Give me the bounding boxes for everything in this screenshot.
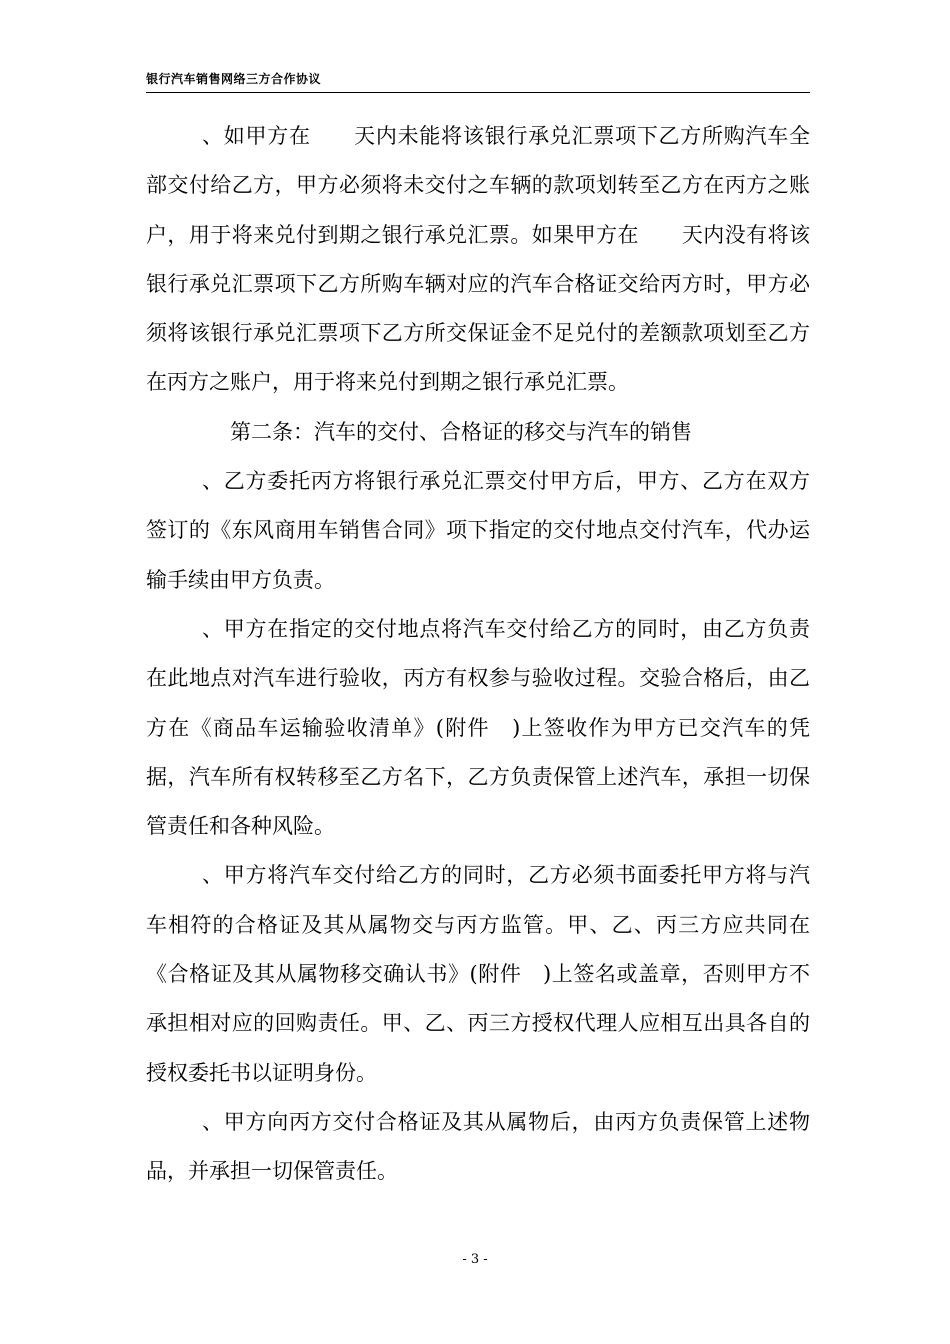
paragraph-bank-acceptance: 、乙方委托丙方将银行承兑汇票交付甲方后，甲方、乙方在双方签订的《东风商用车销售合同》项下指定的交付地点交付汽车，代办运输手续由甲方负责。 [146, 469, 810, 592]
article-heading: 第二条：汽车的交付、合格证的移交与汽车的销售 [230, 419, 692, 444]
paragraph-custody: 、甲方向丙方交付合格证及其从属物后，由丙方负责保管上述物品，并承担一切保管责任。 [146, 1109, 810, 1184]
document-body [146, 112, 810, 1197]
running-header: 银行汽车销售网络三方合作协议 [146, 70, 810, 93]
paragraph-certificate-transfer: 、甲方将汽车交付给乙方的同时，乙方必须书面委托甲方将与汽车相符的合格证及其从属物交与丙方监管。甲、乙、丙三方应共同在《合格证及其从属物移交确认书》(附件 )上签名或盖章，否则甲方不承担相对应的回购责任。甲、乙、丙三方授权代理人应相互出具各自的授权委托书以证明身份。 [146, 863, 810, 1085]
paragraph-delivery-deadline: 、如甲方在 天内未能将该银行承兑汇票项下乙方所购汽车全部交付给乙方，甲方必须将未交付之车辆的款项划转至乙方在丙方之账户，用于将来兑付到期之银行承兑汇票。如果甲方在 天内没有将该银行承兑汇票项下乙方所购车辆对应的汽车合格证交给丙方时，甲方必须将该银行承兑汇票项下乙方所交保证金不足兑付的差额款项划至乙方在丙方之账户，用于将来兑付到期之银行承兑汇票。 [146, 124, 810, 395]
page-number: - 3 - [462, 1252, 488, 1267]
paragraph-inspection: 、甲方在指定的交付地点将汽车交付给乙方的同时，由乙方负责在此地点对汽车进行验收，丙方有权参与验收过程。交验合格后，由乙方在《商品车运输验收清单》(附件 )上签收作为甲方已交汽车的凭据，汽车所有权转移至乙方名下，乙方负责保管上述汽车，承担一切保管责任和各种风险。 [146, 616, 810, 839]
